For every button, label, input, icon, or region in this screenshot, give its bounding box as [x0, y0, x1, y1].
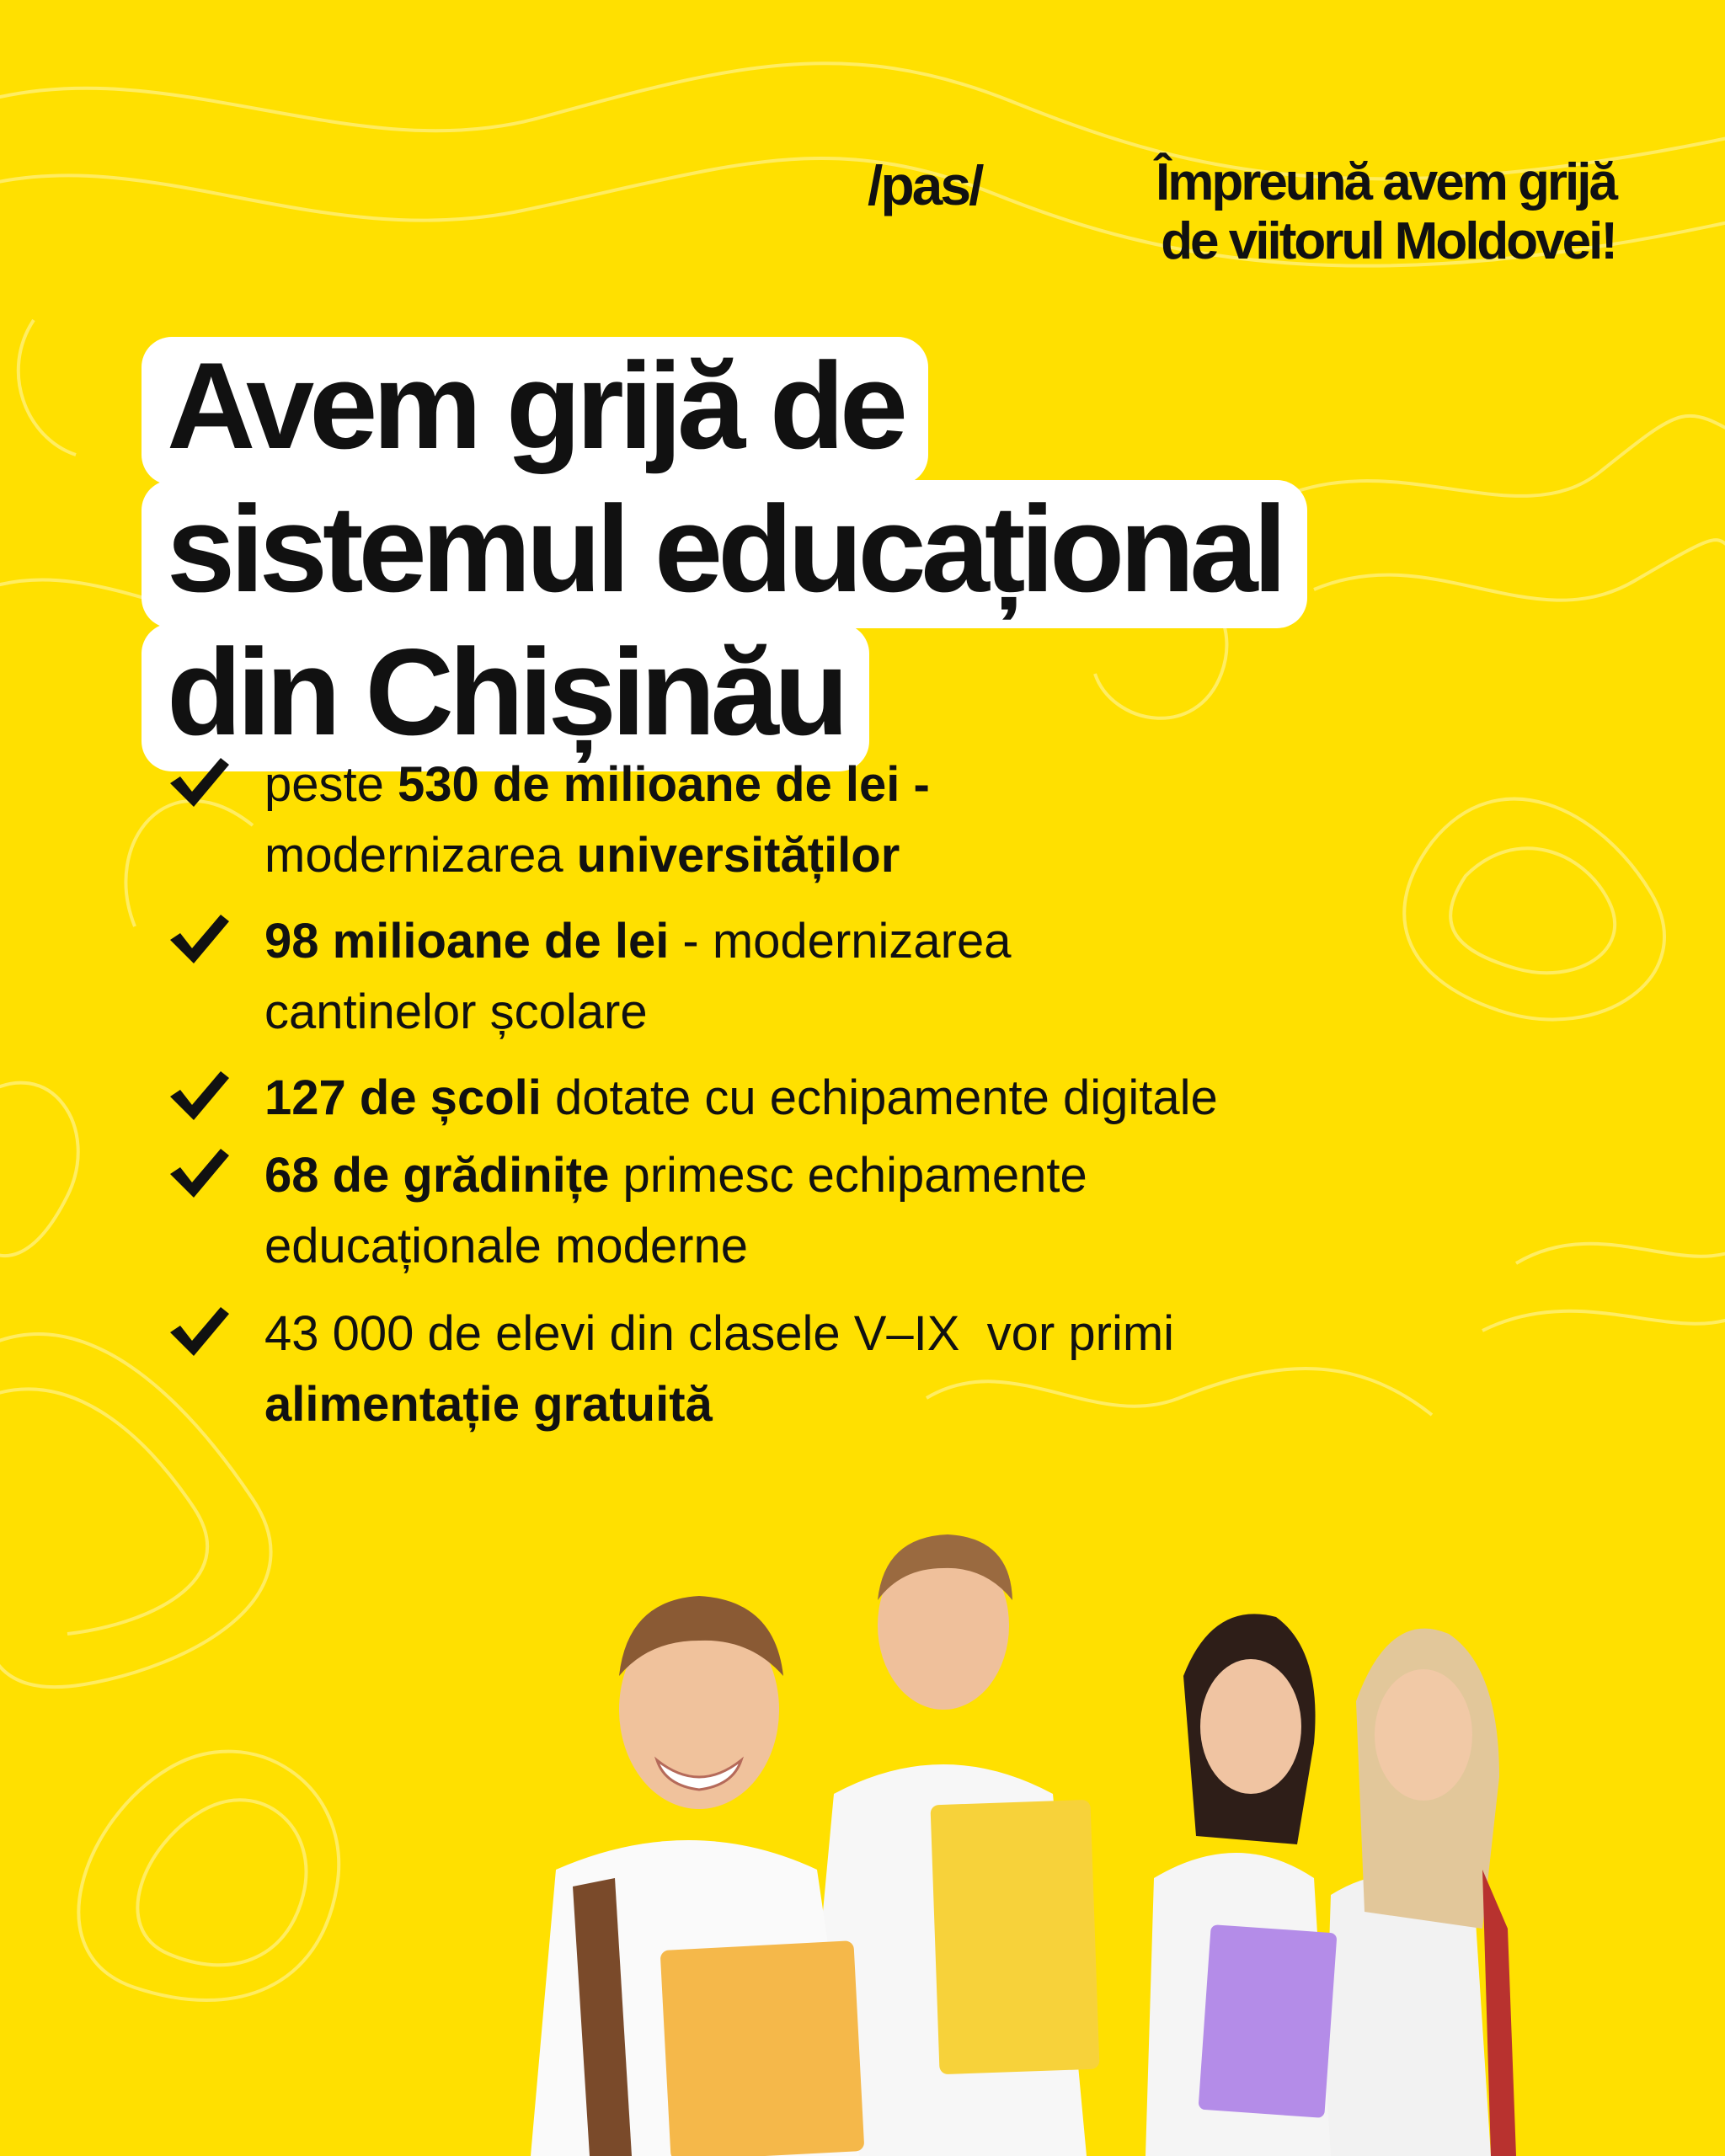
checklist-item — [167, 1140, 1498, 1282]
student-boy-front — [531, 1596, 864, 2156]
checkmark-icon — [167, 1145, 232, 1201]
body-text: cantinelor școlare — [264, 985, 648, 1039]
checklist-line — [264, 1063, 1498, 1134]
tagline — [1156, 153, 1616, 271]
body-text: 43 000 de elevi din clasele V–IX vor primi — [264, 1306, 1175, 1361]
body-text: modernizarea — [264, 828, 577, 883]
highlight-text: universităților — [576, 828, 900, 883]
checklist-line — [264, 906, 1498, 977]
headline-line-3: din Chișinău — [142, 623, 869, 771]
headline-line-2: sistemul educațional — [142, 480, 1307, 628]
body-text: educaționale moderne — [264, 1219, 748, 1273]
checklist-line — [264, 1369, 1498, 1440]
checklist-line — [264, 977, 1498, 1048]
highlight-text: 127 de școli — [264, 1070, 542, 1125]
checkmark-icon — [167, 1304, 232, 1359]
students-illustration — [362, 1457, 1725, 2156]
checkmark-icon — [167, 911, 232, 967]
checklist-line — [264, 1140, 1498, 1211]
checklist-line — [264, 820, 1498, 891]
highlight-text: 530 de milioane de lei - — [398, 757, 930, 812]
checklist-line — [264, 750, 1498, 820]
checklist-line — [264, 1211, 1498, 1282]
highlight-text: 68 de grădinițe — [264, 1148, 610, 1203]
checklist-item — [167, 906, 1498, 1048]
brand-logo: /pas/ — [868, 154, 982, 216]
benefits-checklist — [167, 750, 1498, 1440]
highlight-text: 98 milioane de lei — [264, 914, 670, 969]
page-title — [142, 337, 1307, 766]
checklist-item — [167, 1063, 1498, 1134]
checklist-item — [167, 750, 1498, 891]
body-text: dotate cu echipamente digitale — [541, 1070, 1218, 1125]
student-girl-brunette — [1146, 1614, 1337, 2156]
tagline-line-1: Împreună avem grijă — [1155, 153, 1616, 211]
highlight-text: alimentație gratuită — [264, 1377, 713, 1432]
checklist-line — [264, 1299, 1498, 1369]
student-girl-blonde — [1322, 1629, 1516, 2156]
checkmark-icon — [167, 755, 232, 810]
tagline-line-2: de viitorul Moldovei! — [1161, 212, 1616, 270]
body-text: primesc echipamente — [609, 1148, 1087, 1203]
checkmark-icon — [167, 1068, 232, 1123]
body-text: - modernizarea — [669, 914, 1012, 969]
checklist-item — [167, 1299, 1498, 1440]
body-text: peste — [264, 757, 398, 812]
headline-line-1: Avem grijă de — [142, 337, 928, 485]
